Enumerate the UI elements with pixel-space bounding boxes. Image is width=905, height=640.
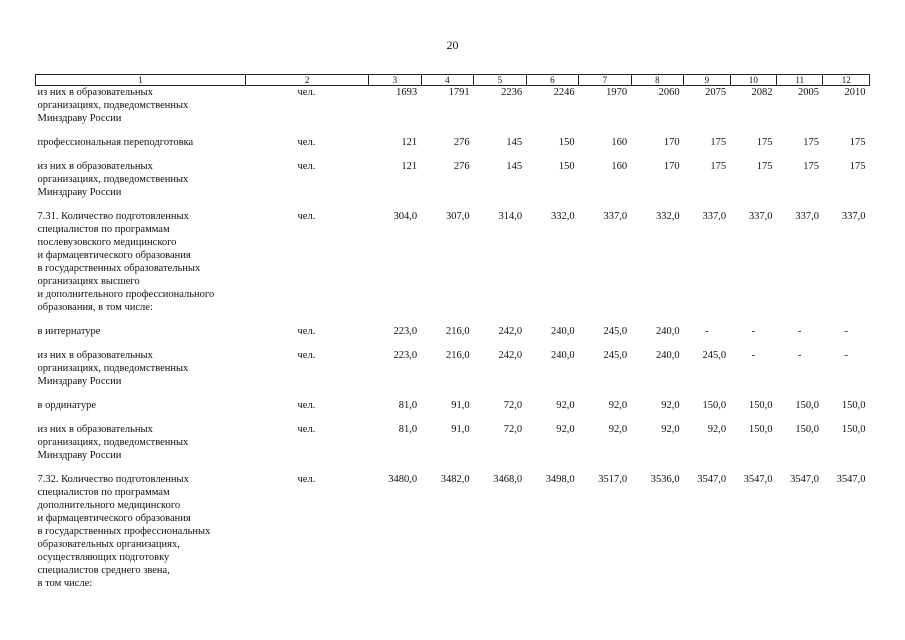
value-cell: 150: [558, 137, 575, 148]
value-cell: 92,0: [608, 424, 628, 435]
value-cell: 175: [756, 161, 773, 172]
value-cell: 3498,0: [545, 474, 575, 485]
table-row: [36, 210, 870, 314]
indicator-name-line: образовательных организациях,: [37, 539, 180, 550]
indicator-name-line: организациях, подведомственных: [37, 437, 189, 448]
value-cell: 150,0: [795, 400, 819, 411]
indicator-name-line: Минздраву России: [37, 450, 122, 461]
indicator-name: [36, 86, 246, 126]
indicator-name: [36, 210, 246, 314]
value-cell: 223,0: [393, 350, 418, 361]
row-spacer: [36, 412, 870, 423]
value-cell: 337,0: [841, 211, 866, 222]
indicator-name-line: специалистов по программам: [37, 487, 170, 498]
spacer-cell: [36, 462, 870, 473]
column-number: 8: [631, 75, 684, 86]
indicator-name: [36, 473, 246, 590]
value-cell: 145: [506, 137, 523, 148]
table-row: [36, 86, 870, 126]
value-cell: 276: [453, 137, 470, 148]
unit-cell: чел.: [297, 400, 316, 411]
row-spacer: [36, 314, 870, 325]
indicator-name-line: дополнительного медицинского: [37, 500, 181, 511]
indicator-name-line: из них в образовательных: [37, 87, 153, 98]
value-cell: 121: [401, 137, 418, 148]
column-number: 12: [823, 75, 870, 86]
indicator-name: [36, 136, 246, 149]
value-cell: 1970: [606, 87, 628, 98]
value-cell: 3468,0: [493, 474, 523, 485]
value-cell: 175: [710, 161, 727, 172]
table-row: [36, 325, 870, 338]
value-cell: 175: [803, 137, 819, 148]
spacer-cell: [36, 338, 870, 349]
indicator-name-line: в ординатуре: [37, 400, 97, 411]
unit-cell: чел.: [297, 424, 316, 435]
value-cell: 92,0: [661, 400, 680, 411]
row-spacer: [36, 199, 870, 210]
column-number: 11: [777, 75, 823, 86]
value-cell: 72,0: [503, 400, 523, 411]
indicator-name-line: организациях, подведомственных: [37, 363, 189, 374]
table-row: [36, 160, 870, 199]
table-row: [36, 136, 870, 149]
unit-cell: чел.: [297, 350, 316, 361]
value-cell: 150,0: [748, 424, 773, 435]
column-number: 9: [684, 75, 730, 86]
value-cell: 216,0: [446, 326, 470, 337]
value-cell: 307,0: [446, 211, 470, 222]
row-spacer: [36, 462, 870, 473]
table-row: [36, 349, 870, 388]
value-cell: 3547,0: [790, 474, 819, 485]
value-cell: 91,0: [451, 424, 470, 435]
value-cell: 304,0: [393, 211, 418, 222]
indicator-name: [36, 349, 246, 388]
spacer-cell: [36, 412, 870, 423]
value-cell: 223,0: [393, 326, 418, 337]
value-cell: -: [798, 350, 802, 361]
indicator-name-line: 7.32. Количество подготовленных: [37, 474, 189, 485]
value-cell: 276: [453, 161, 470, 172]
indicator-name-line: 7.31. Количество подготовленных: [37, 211, 189, 222]
value-cell: 2236: [501, 87, 523, 98]
unit-cell: чел.: [297, 211, 316, 222]
value-cell: 240,0: [656, 326, 680, 337]
value-cell: 3547,0: [697, 474, 727, 485]
row-spacer: [36, 125, 870, 136]
indicator-name-line: специалистов по программам: [37, 224, 170, 235]
value-cell: 150: [558, 161, 575, 172]
value-cell: 160: [611, 161, 628, 172]
statistics-table: [35, 74, 870, 590]
value-cell: -: [844, 326, 848, 337]
table-body: [36, 86, 870, 591]
value-cell: 92,0: [556, 424, 575, 435]
value-cell: 175: [849, 137, 866, 148]
value-cell: 2246: [553, 87, 575, 98]
value-cell: 3482,0: [440, 474, 470, 485]
value-cell: 3547,0: [743, 474, 773, 485]
value-cell: 2010: [844, 87, 866, 98]
spacer-cell: [36, 125, 870, 136]
value-cell: 3480,0: [388, 474, 418, 485]
column-number: 5: [474, 75, 527, 86]
value-cell: 2005: [797, 87, 819, 98]
table-header: [36, 75, 870, 86]
indicator-name-line: и фармацевтического образования: [37, 250, 191, 261]
spacer-cell: [36, 149, 870, 160]
column-number: 7: [579, 75, 632, 86]
indicator-name: [36, 423, 246, 462]
indicator-name-line: и фармацевтического образования: [37, 513, 191, 524]
value-cell: 245,0: [702, 350, 727, 361]
value-cell: 3536,0: [650, 474, 680, 485]
value-cell: -: [844, 350, 848, 361]
indicator-name: [36, 325, 246, 338]
indicator-name: [36, 160, 246, 199]
value-cell: -: [798, 326, 802, 337]
value-cell: 337,0: [748, 211, 773, 222]
value-cell: 92,0: [707, 424, 727, 435]
value-cell: 2082: [751, 87, 773, 98]
value-cell: 150,0: [841, 424, 866, 435]
value-cell: 175: [803, 161, 819, 172]
column-number: 3: [369, 75, 422, 86]
column-number: 6: [526, 75, 579, 86]
value-cell: 2075: [705, 87, 727, 98]
value-cell: 150,0: [702, 400, 727, 411]
unit-cell: чел.: [297, 474, 316, 485]
indicator-name-line: осуществляющих подготовку: [37, 552, 170, 563]
value-cell: 337,0: [795, 211, 819, 222]
table-row: [36, 423, 870, 462]
spacer-cell: [36, 199, 870, 210]
value-cell: 240,0: [656, 350, 680, 361]
value-cell: 337,0: [702, 211, 727, 222]
column-number: 2: [246, 75, 369, 86]
value-cell: 92,0: [661, 424, 680, 435]
table-row: [36, 473, 870, 590]
value-cell: 92,0: [608, 400, 628, 411]
value-cell: -: [751, 326, 756, 337]
value-cell: 240,0: [551, 350, 575, 361]
indicator-name-line: в государственных образовательных: [37, 263, 201, 274]
value-cell: 92,0: [556, 400, 575, 411]
value-cell: 314,0: [498, 211, 523, 222]
value-cell: 332,0: [656, 211, 680, 222]
row-spacer: [36, 338, 870, 349]
indicator-name-line: из них в образовательных: [37, 350, 153, 361]
page-number: 20: [446, 38, 459, 52]
indicator-name-line: в государственных профессиональных: [37, 526, 211, 537]
indicator-name-line: из них в образовательных: [37, 161, 153, 172]
value-cell: 242,0: [498, 350, 523, 361]
indicator-name-line: профессиональная переподготовка: [37, 137, 194, 148]
value-cell: 216,0: [446, 350, 470, 361]
indicator-name-line: Минздраву России: [37, 113, 122, 124]
value-cell: 337,0: [603, 211, 628, 222]
value-cell: -: [705, 326, 709, 337]
value-cell: 81,0: [398, 400, 418, 411]
value-cell: 175: [849, 161, 866, 172]
value-cell: 81,0: [398, 424, 418, 435]
indicator-name-line: послевузовского медицинского: [37, 237, 177, 248]
value-cell: 72,0: [503, 424, 523, 435]
indicator-name-line: и дополнительного профессионального: [37, 289, 215, 300]
indicator-name-line: из них в образовательных: [37, 424, 153, 435]
column-number: 4: [421, 75, 474, 86]
indicator-name-line: в интернатуре: [37, 326, 101, 337]
value-cell: 1693: [396, 87, 418, 98]
value-cell: 150,0: [795, 424, 819, 435]
value-cell: -: [751, 350, 756, 361]
indicator-name-line: Минздраву России: [37, 187, 122, 198]
value-cell: 160: [611, 137, 628, 148]
value-cell: 1791: [448, 87, 470, 98]
value-cell: 245,0: [603, 350, 628, 361]
value-cell: 2060: [658, 87, 680, 98]
value-cell: 332,0: [551, 211, 575, 222]
indicator-name: [36, 399, 246, 412]
indicator-name-line: организациях, подведомственных: [37, 174, 189, 185]
spacer-cell: [36, 314, 870, 325]
value-cell: 175: [756, 137, 773, 148]
spacer-cell: [36, 388, 870, 399]
value-cell: 175: [710, 137, 727, 148]
indicator-name-line: организациях высшего: [37, 276, 140, 287]
row-spacer: [36, 149, 870, 160]
indicator-name-line: Минздраву России: [37, 376, 122, 387]
column-number-row: [36, 75, 870, 86]
value-cell: 170: [663, 137, 680, 148]
column-number: 1: [36, 75, 246, 86]
value-cell: 170: [663, 161, 680, 172]
value-cell: 3517,0: [598, 474, 628, 485]
indicator-name-line: в том числе:: [37, 578, 93, 589]
value-cell: 121: [401, 161, 418, 172]
value-cell: 240,0: [551, 326, 575, 337]
unit-cell: чел.: [297, 326, 316, 337]
value-cell: 150,0: [841, 400, 866, 411]
value-cell: 242,0: [498, 326, 523, 337]
indicator-name-line: образования, в том числе:: [37, 302, 153, 313]
value-cell: 150,0: [748, 400, 773, 411]
table-row: [36, 399, 870, 412]
indicator-name-line: организациях, подведомственных: [37, 100, 189, 111]
value-cell: 245,0: [603, 326, 628, 337]
indicator-name-line: специалистов среднего звена,: [37, 565, 170, 576]
value-cell: 145: [506, 161, 523, 172]
unit-cell: чел.: [297, 87, 316, 98]
value-cell: 3547,0: [836, 474, 866, 485]
unit-cell: чел.: [297, 137, 316, 148]
value-cell: 91,0: [451, 400, 470, 411]
row-spacer: [36, 388, 870, 399]
column-number: 10: [730, 75, 776, 86]
unit-cell: чел.: [297, 161, 316, 172]
